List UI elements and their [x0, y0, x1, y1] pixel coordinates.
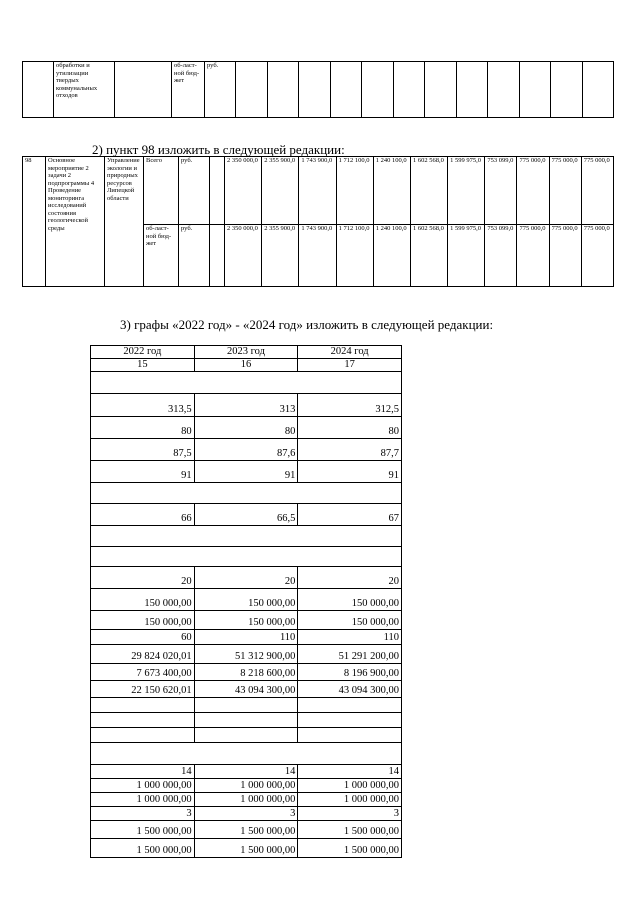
value-cell: 775 000,0 [517, 157, 549, 225]
row-funding: об-ласт-ной бюд-жет [144, 225, 179, 287]
table-row [91, 821, 402, 839]
table-row [91, 681, 402, 698]
top-table [22, 61, 614, 118]
cell [362, 62, 394, 118]
row-funding: Всего [144, 157, 179, 225]
table-row [91, 839, 402, 858]
item-number: 98 [23, 157, 46, 287]
table-row [91, 372, 402, 394]
value-cell: 775 000,0 [581, 225, 613, 287]
years-table [90, 345, 402, 858]
value-cell: 1 743 900,0 [299, 157, 336, 225]
value-cell [194, 713, 298, 728]
cell [425, 62, 457, 118]
table-row [91, 713, 402, 728]
value-cell: 51 291 200,00 [298, 645, 402, 664]
value-cell: 1 240 100,0 [373, 225, 410, 287]
blank-cell [91, 526, 402, 547]
value-cell: 1 000 000,00 [91, 779, 195, 793]
value-cell: 1 500 000,00 [298, 821, 402, 839]
value-cell: 2 355 900,0 [262, 157, 299, 225]
table-row [91, 526, 402, 547]
value-cell: 67 [298, 504, 402, 526]
value-cell: 20 [298, 567, 402, 589]
value-cell [91, 713, 195, 728]
cell [488, 62, 520, 118]
value-cell: 22 150 620,01 [91, 681, 195, 698]
heading-item-98: 2) пункт 98 изложить в следующей редакции: [92, 142, 345, 157]
heading-years: 3) графы «2022 год» - «2024 год» изложить в следующей редакции: [120, 317, 494, 332]
table-row [91, 483, 402, 504]
cell [582, 62, 614, 118]
value-cell: 7 673 400,00 [91, 664, 195, 681]
value-cell: 313,5 [91, 394, 195, 417]
table-row [91, 611, 402, 630]
table-row [91, 807, 402, 821]
item-executor: Управление экологии и природных ресурсов Липецкой области [105, 157, 144, 287]
value-cell: 110 [194, 630, 298, 645]
col-number-16: 16 [194, 359, 298, 372]
blank-cell [91, 483, 402, 504]
table-row [91, 765, 402, 779]
value-cell: 775 000,0 [549, 157, 581, 225]
cell [210, 225, 225, 287]
item-name: Основное мероприятие 2 задачи 2 подпрограммы 4 Проведение мониторинга исследований состояния геологической среды [46, 157, 105, 287]
value-cell: 1 599 975,0 [448, 157, 485, 225]
value-cell: 1 743 900,0 [299, 225, 336, 287]
table-row [91, 698, 402, 713]
value-cell: 20 [194, 567, 298, 589]
value-cell: 1 500 000,00 [91, 839, 195, 858]
table-row [91, 461, 402, 483]
value-cell: 2 355 900,0 [262, 225, 299, 287]
value-cell: 150 000,00 [91, 611, 195, 630]
header-2023: 2023 год [194, 346, 298, 359]
row-unit: руб. [179, 225, 210, 287]
value-cell: 775 000,0 [581, 157, 613, 225]
table-row [91, 394, 402, 417]
table-row [91, 504, 402, 526]
value-cell [194, 728, 298, 743]
cell [519, 62, 551, 118]
table-row [91, 664, 402, 681]
blank-cell [91, 372, 402, 394]
cell [551, 62, 583, 118]
value-cell: 91 [298, 461, 402, 483]
cell [23, 62, 54, 118]
row-funding: об-ласт-ной бюд-жет [172, 62, 205, 118]
cell [267, 62, 299, 118]
value-cell [298, 713, 402, 728]
value-cell: 150 000,00 [194, 589, 298, 611]
value-cell: 1 602 568,0 [410, 157, 447, 225]
value-cell: 1 000 000,00 [298, 793, 402, 807]
value-cell [298, 728, 402, 743]
blank-cell [91, 743, 402, 765]
value-cell: 66,5 [194, 504, 298, 526]
value-cell: 1 000 000,00 [194, 793, 298, 807]
cell [115, 62, 172, 118]
value-cell: 1 000 000,00 [91, 793, 195, 807]
value-cell: 87,7 [298, 439, 402, 461]
value-cell: 1 712 100,0 [336, 157, 373, 225]
value-cell: 43 094 300,00 [298, 681, 402, 698]
value-cell: 753 099,0 [485, 157, 517, 225]
header-2024: 2024 год [298, 346, 402, 359]
value-cell: 80 [91, 417, 195, 439]
row-unit: руб. [205, 62, 236, 118]
table-row [91, 743, 402, 765]
value-cell: 29 824 020,01 [91, 645, 195, 664]
table-row [91, 439, 402, 461]
value-cell: 60 [91, 630, 195, 645]
cell [236, 62, 268, 118]
value-cell: 51 312 900,00 [194, 645, 298, 664]
value-cell: 1 602 568,0 [410, 225, 447, 287]
value-cell: 150 000,00 [298, 611, 402, 630]
cell [393, 62, 425, 118]
value-cell [194, 698, 298, 713]
value-cell: 3 [194, 807, 298, 821]
col-number-17: 17 [298, 359, 402, 372]
value-cell: 3 [91, 807, 195, 821]
value-cell: 150 000,00 [298, 589, 402, 611]
value-cell: 1 000 000,00 [298, 779, 402, 793]
value-cell: 14 [194, 765, 298, 779]
value-cell: 87,5 [91, 439, 195, 461]
value-cell: 1 712 100,0 [336, 225, 373, 287]
value-cell: 150 000,00 [91, 589, 195, 611]
value-cell: 1 500 000,00 [298, 839, 402, 858]
value-cell: 775 000,0 [549, 225, 581, 287]
value-cell: 1 599 975,0 [448, 225, 485, 287]
value-cell: 1 000 000,00 [194, 779, 298, 793]
cell [456, 62, 488, 118]
item-98-table [22, 156, 614, 287]
table-row [91, 589, 402, 611]
value-cell: 1 240 100,0 [373, 157, 410, 225]
table-row [91, 793, 402, 807]
cell [330, 62, 362, 118]
blank-cell [91, 547, 402, 567]
value-cell: 87,6 [194, 439, 298, 461]
value-cell: 150 000,00 [194, 611, 298, 630]
header-2022: 2022 год [91, 346, 195, 359]
table-row [91, 645, 402, 664]
row-name: обработки и утилизации твердых коммунальных отходов [54, 62, 115, 118]
value-cell [91, 698, 195, 713]
table-row [91, 417, 402, 439]
value-cell: 2 350 000,0 [225, 157, 262, 225]
table-row [91, 630, 402, 645]
table-row [91, 728, 402, 743]
value-cell: 91 [91, 461, 195, 483]
cell [210, 157, 225, 225]
value-cell: 775 000,0 [517, 225, 549, 287]
value-cell: 2 350 000,0 [225, 225, 262, 287]
value-cell: 14 [91, 765, 195, 779]
value-cell: 110 [298, 630, 402, 645]
value-cell: 20 [91, 567, 195, 589]
value-cell: 66 [91, 504, 195, 526]
table-row [91, 547, 402, 567]
value-cell: 3 [298, 807, 402, 821]
row-unit: руб. [179, 157, 210, 225]
value-cell [91, 728, 195, 743]
value-cell: 753 099,0 [485, 225, 517, 287]
value-cell: 313 [194, 394, 298, 417]
value-cell: 14 [298, 765, 402, 779]
value-cell: 8 218 600,00 [194, 664, 298, 681]
value-cell: 80 [298, 417, 402, 439]
value-cell: 43 094 300,00 [194, 681, 298, 698]
value-cell: 80 [194, 417, 298, 439]
col-number-15: 15 [91, 359, 195, 372]
value-cell: 1 500 000,00 [194, 839, 298, 858]
value-cell: 91 [194, 461, 298, 483]
cell [299, 62, 331, 118]
value-cell: 1 500 000,00 [91, 821, 195, 839]
value-cell: 1 500 000,00 [194, 821, 298, 839]
table-row [91, 567, 402, 589]
value-cell [298, 698, 402, 713]
value-cell: 312,5 [298, 394, 402, 417]
value-cell: 8 196 900,00 [298, 664, 402, 681]
table-row [91, 779, 402, 793]
